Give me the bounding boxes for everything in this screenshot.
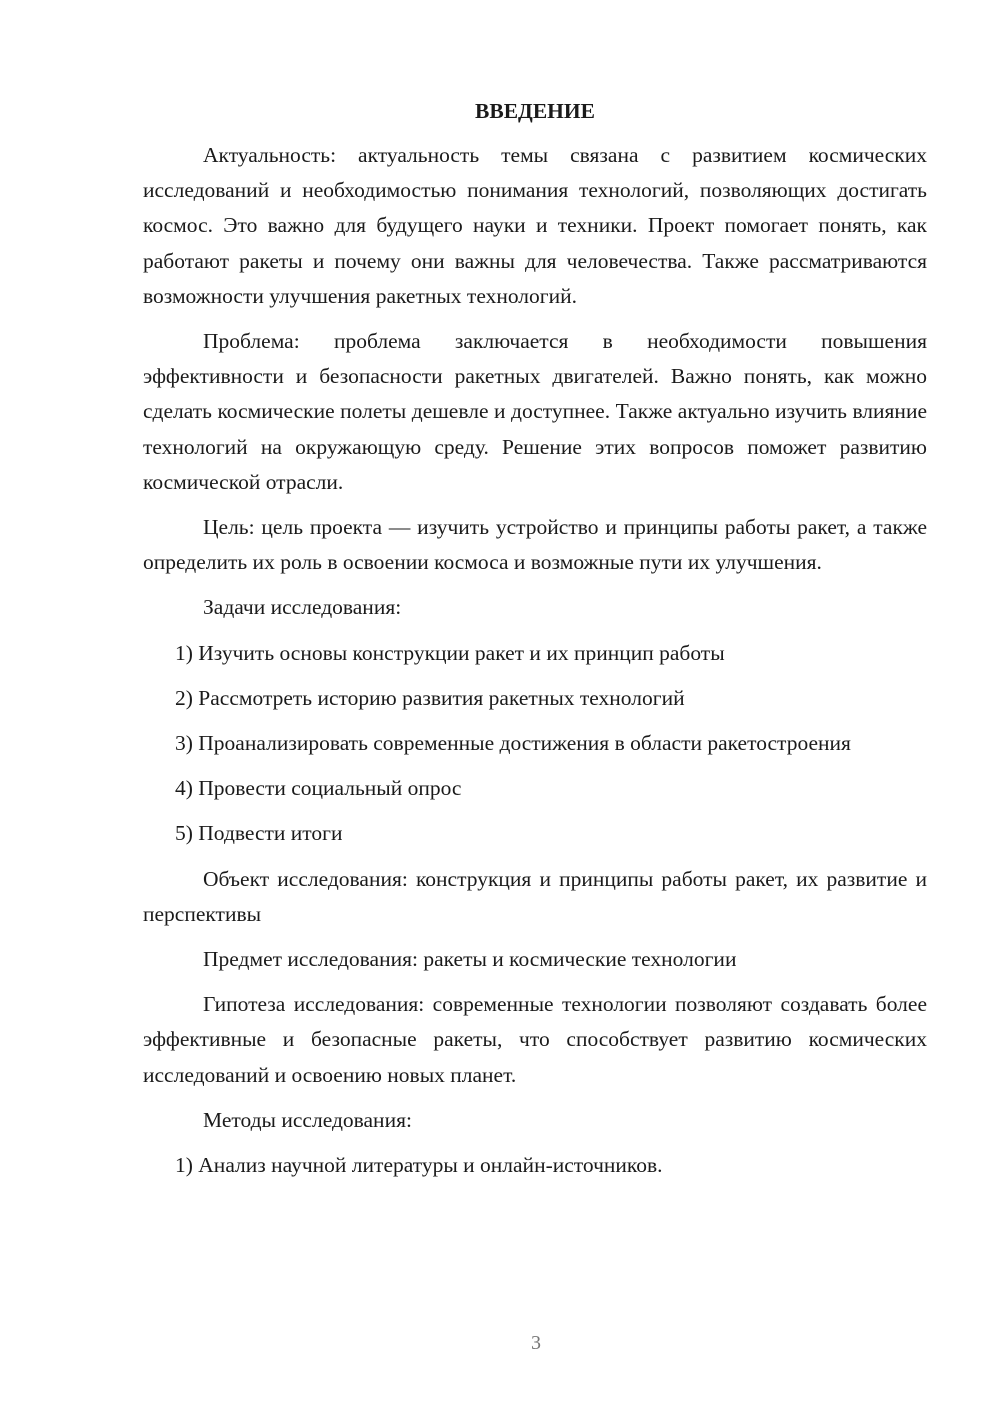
paragraph-goal: Цель: цель проекта — изучить устройство и принципы работы ракет, а также определить их роль в освоении космоса и возможные пути их улучшения. <box>143 515 927 575</box>
tasks-heading: Задачи исследования: <box>203 595 402 620</box>
paragraph-hypothesis: Гипотеза исследования: современные технологии позволяют создавать более эффективные и безопасные ракеты, что способствует развитию космических исследований и освоению новых планет. <box>143 992 927 1087</box>
task-item-2: 2) Рассмотреть историю развития ракетных технологий <box>175 685 685 710</box>
task-item-4: 4) Провести социальный опрос <box>175 776 462 801</box>
page-number: 3 <box>531 1332 541 1354</box>
section-title: ВВЕДЕНИЕ <box>475 99 595 123</box>
paragraph-problem: Проблема: проблема заключается в необходимости повышения эффективности и безопасности ракетных двигателей. Важно понять, как можно сделать космические полеты дешевле и доступнее. Также актуально изучить влияние технологий на окружающую среду. Решение этих вопросов поможет развитию космической отрасли. <box>143 329 927 494</box>
task-item-1: 1) Изучить основы конструкции ракет и их принцип работы <box>175 640 725 665</box>
paragraph-object: Объект исследования: конструкция и принципы работы ракет, их развитие и перспективы <box>143 866 927 926</box>
paragraph-relevance: Актуальность: актуальность темы связана с развитием космических исследований и необходимостью понимания технологий, позволяющих достигать космос. Это важно для будущего науки и техники. Проект помогает понять, как работают ракеты и почему они важны для человечества. Также рассматриваются возможности улучшения ракетных технологий. <box>143 143 927 308</box>
method-item-1: 1) Анализ научной литературы и онлайн-источников. <box>175 1153 663 1178</box>
task-item-3: 3) Проанализировать современные достижения в области ракетостроения <box>175 731 851 756</box>
task-item-5: 5) Подвести итоги <box>175 821 343 846</box>
methods-heading: Методы исследования: <box>203 1107 412 1132</box>
document-page <box>143 96 927 1193</box>
paragraph-subject: Предмет исследования: ракеты и космические технологии <box>203 947 737 972</box>
